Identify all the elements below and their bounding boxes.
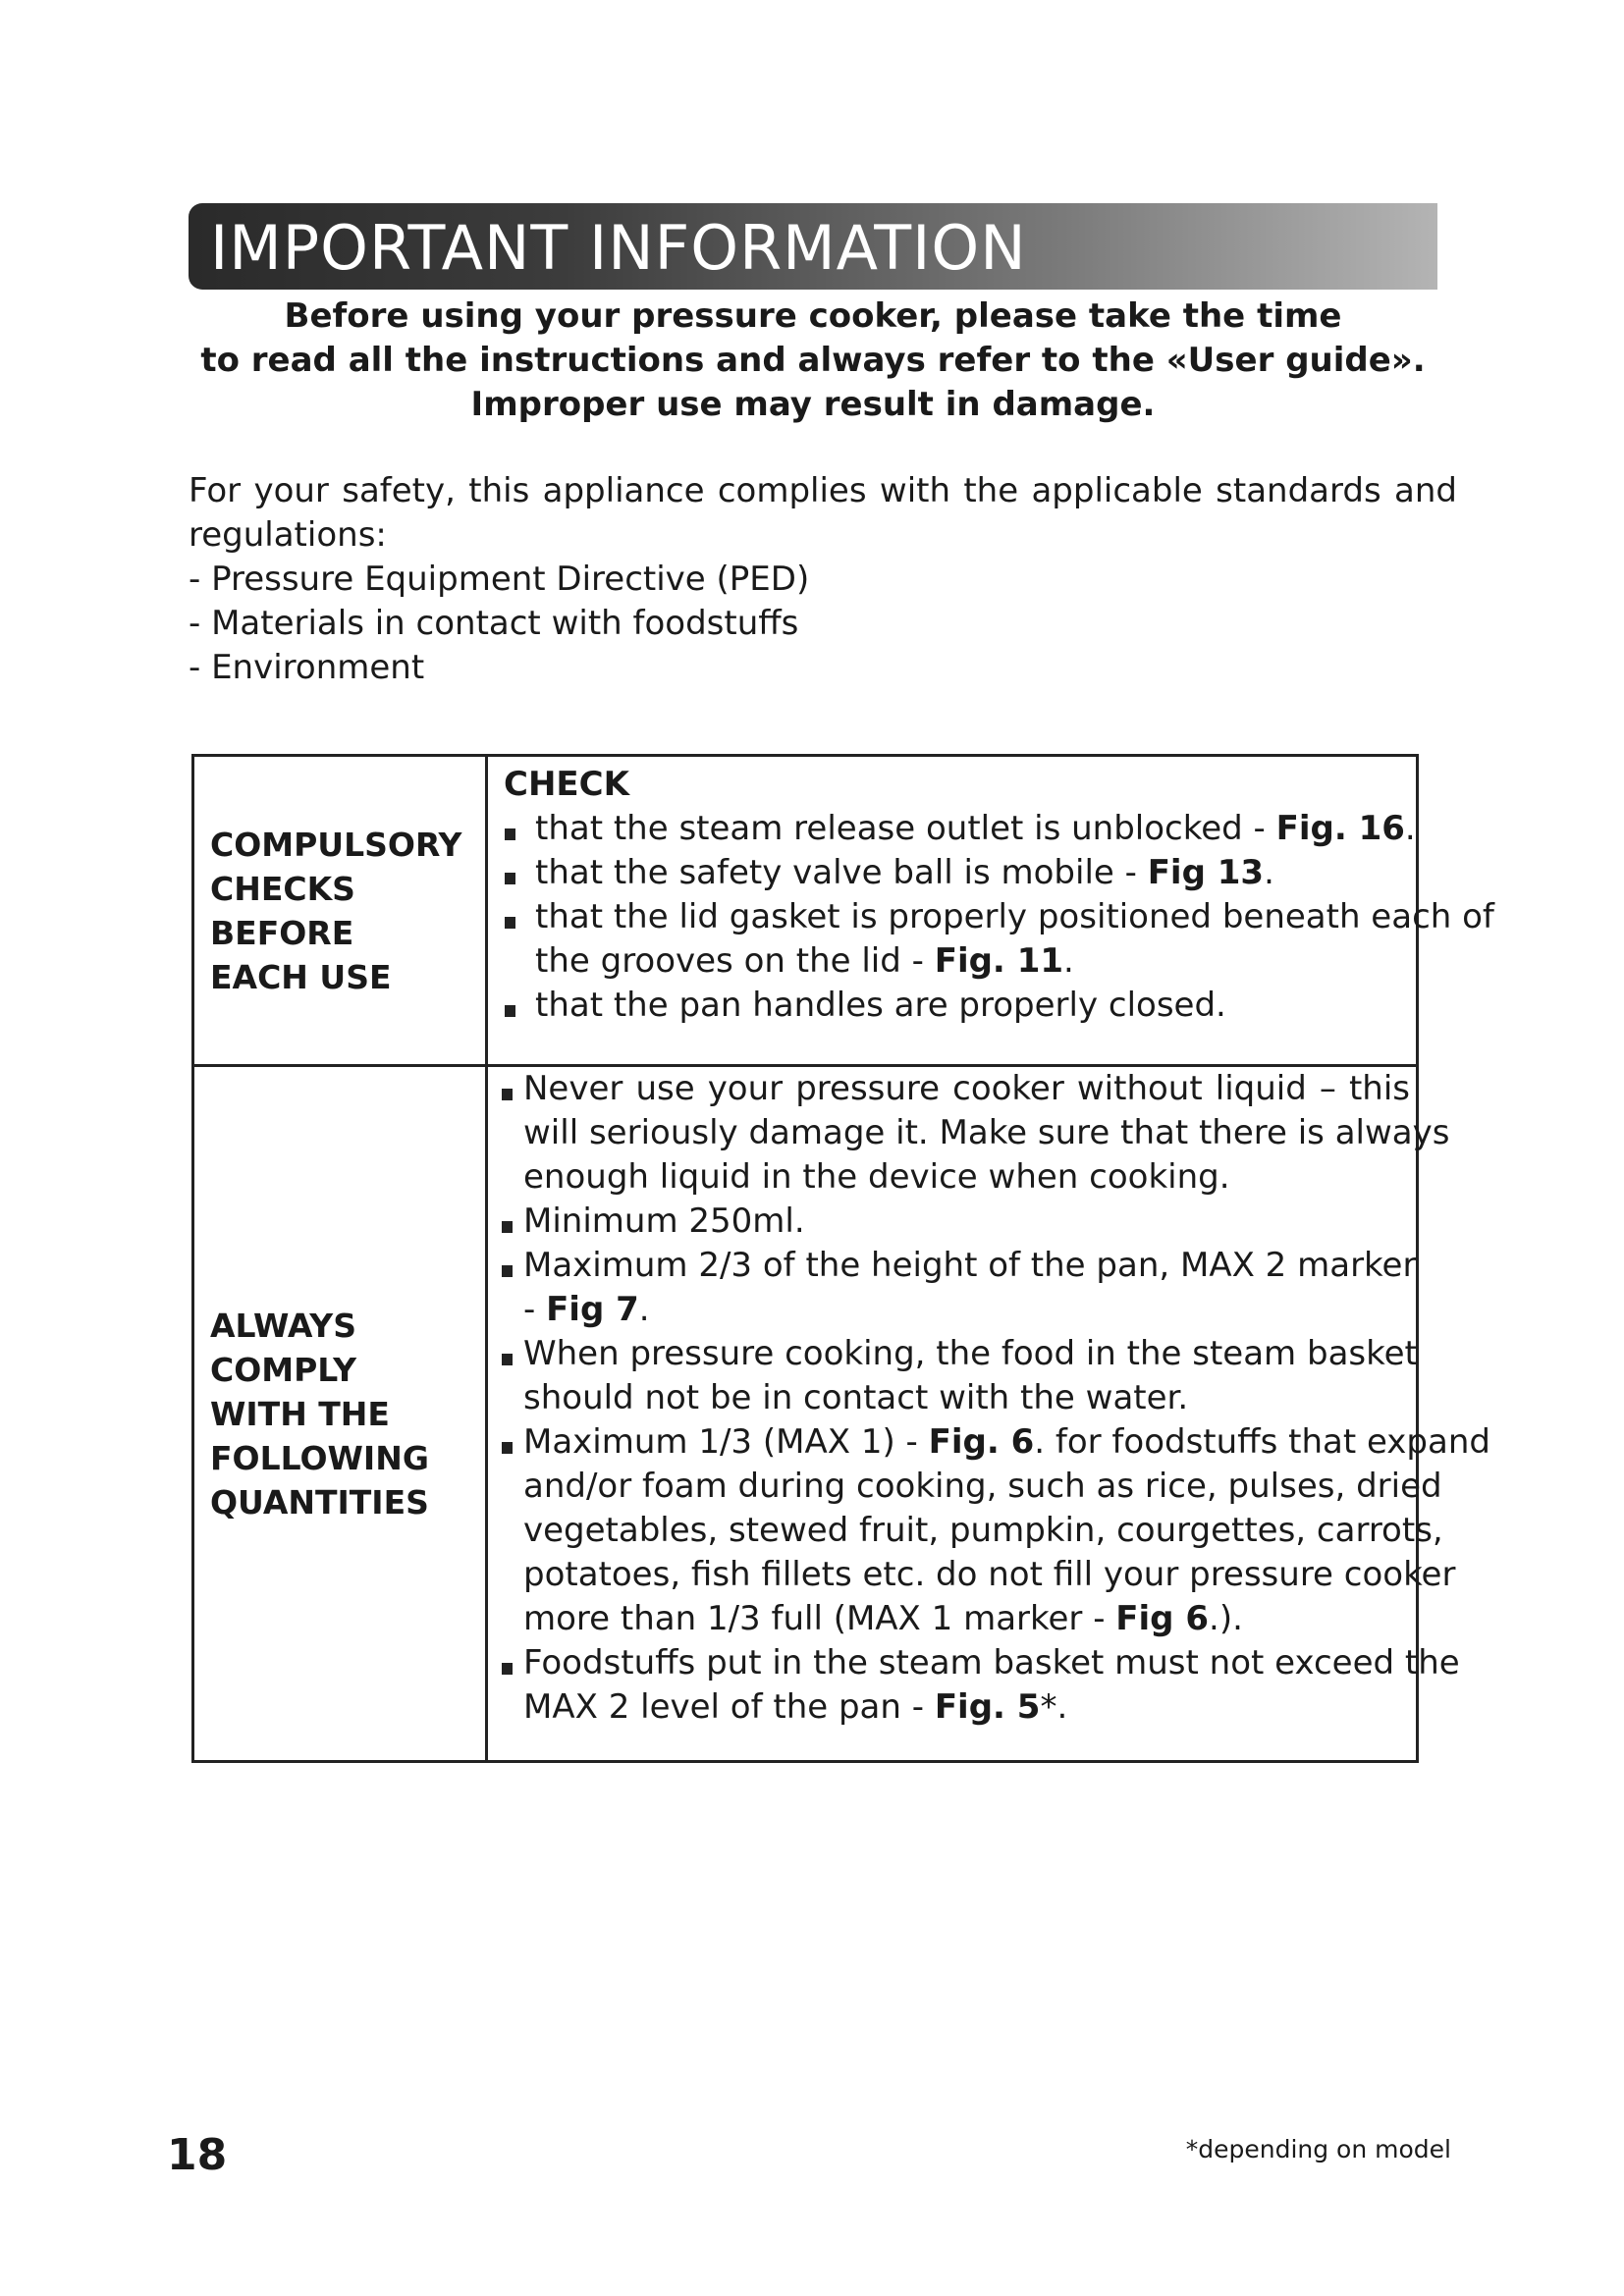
row-label-line: FOLLOWING — [210, 1438, 429, 1477]
bullet-icon — [505, 828, 515, 840]
figure-ref: Fig 13 — [1147, 853, 1265, 892]
figure-ref: Fig 7 — [546, 1290, 639, 1329]
row-content — [487, 1066, 1490, 1762]
figure-ref: Fig 6 — [1115, 1599, 1210, 1638]
check-item: that the pan handles are properly closed. — [488, 984, 1416, 1028]
safety-standard-item: - Materials in contact with foodstuffs — [189, 604, 799, 643]
figure-ref: Fig. 5 — [934, 1687, 1041, 1727]
quantity-item: Maximum 2/3 of the height of the pan, MAX 2 marker - Fig 7. — [488, 1244, 1416, 1332]
row-label-line: QUANTITIES — [210, 1482, 429, 1522]
quantity-item: Maximum 1/3 (MAX 1) - Fig. 6. for foodstuffs that expand and/or foam during cooking, such as rice, pulses, dried vegetables, stewed fruit, pumpkin, courgettes, carrots, potatoes, fish fillets etc. do not fill your pressure cooker more than 1/3 full (MAX 1 marker - Fig 6.). — [488, 1420, 1416, 1641]
intro-line: Before using your pressure cooker, please take the time — [284, 296, 1342, 336]
row-content — [487, 756, 1494, 1066]
quantity-item: Minimum 250ml. — [488, 1200, 1416, 1244]
check-item-continuation: the grooves on the lid - Fig. 11. — [535, 941, 1074, 981]
bullet-icon — [505, 917, 515, 929]
intro-notice — [189, 294, 1437, 427]
safety-standard-item: - Pressure Equipment Directive (PED) — [189, 560, 810, 599]
safety-standard-item: - Environment — [189, 648, 425, 687]
intro-line: to read all the instructions and always refer to the «User guide». — [200, 341, 1426, 380]
footnote: *depending on model — [1185, 2135, 1451, 2163]
row-label-line: CHECKS BEFORE — [210, 869, 355, 952]
check-heading: CHECK — [504, 765, 629, 804]
safety-paragraph-line: For your safety, this appliance complies with the applicable standards and — [189, 471, 1457, 510]
bullet-icon — [505, 873, 515, 884]
section-title: IMPORTANT INFORMATION — [210, 212, 1027, 284]
quantity-item: When pressure cooking, the food in the steam basket should not be in contact with the water. — [488, 1332, 1416, 1420]
table-row — [193, 756, 1418, 1066]
row-label-line: WITH THE — [210, 1394, 390, 1433]
row-label-line: EACH USE — [210, 957, 392, 996]
safety-section — [189, 469, 1457, 690]
quantity-item: Foodstuffs put in the steam basket must not exceed the MAX 2 level of the pan - Fig. 5*. — [488, 1641, 1416, 1730]
check-item: that the safety valve ball is mobile - Fig 13. — [488, 851, 1416, 895]
page-number: 18 — [167, 2130, 228, 2180]
check-item: that the lid gasket is properly positioned beneath each of — [488, 895, 1416, 939]
row-label — [193, 756, 487, 1066]
row-label-line: ALWAYS — [210, 1306, 356, 1345]
bullet-icon — [505, 1005, 515, 1017]
row-label-line: COMPLY — [210, 1350, 357, 1389]
quantity-item: Never use your pressure cooker without liquid – this will seriously damage it. Make sure that there is always enough liquid in the device when cooking. — [488, 1067, 1416, 1200]
bullet-icon — [502, 1663, 513, 1675]
section-banner — [189, 203, 1437, 290]
safety-paragraph-line: regulations: — [189, 515, 387, 555]
figure-ref: Fig. 11 — [934, 941, 1064, 981]
row-label-line: COMPULSORY — [210, 825, 462, 864]
bullet-icon — [502, 1442, 513, 1454]
check-item: that the steam release outlet is unblocked - Fig. 16. — [488, 807, 1416, 851]
bullet-icon — [502, 1354, 513, 1365]
figure-ref: Fig. 6 — [928, 1422, 1035, 1462]
bullet-icon — [502, 1265, 513, 1277]
information-table — [191, 754, 1494, 1763]
row-label — [193, 1066, 487, 1762]
intro-line: Improper use may result in damage. — [470, 385, 1156, 424]
bullet-icon — [502, 1221, 513, 1233]
bullet-icon — [502, 1089, 513, 1100]
table-row — [193, 1066, 1418, 1762]
figure-ref: Fig. 16 — [1275, 809, 1405, 848]
